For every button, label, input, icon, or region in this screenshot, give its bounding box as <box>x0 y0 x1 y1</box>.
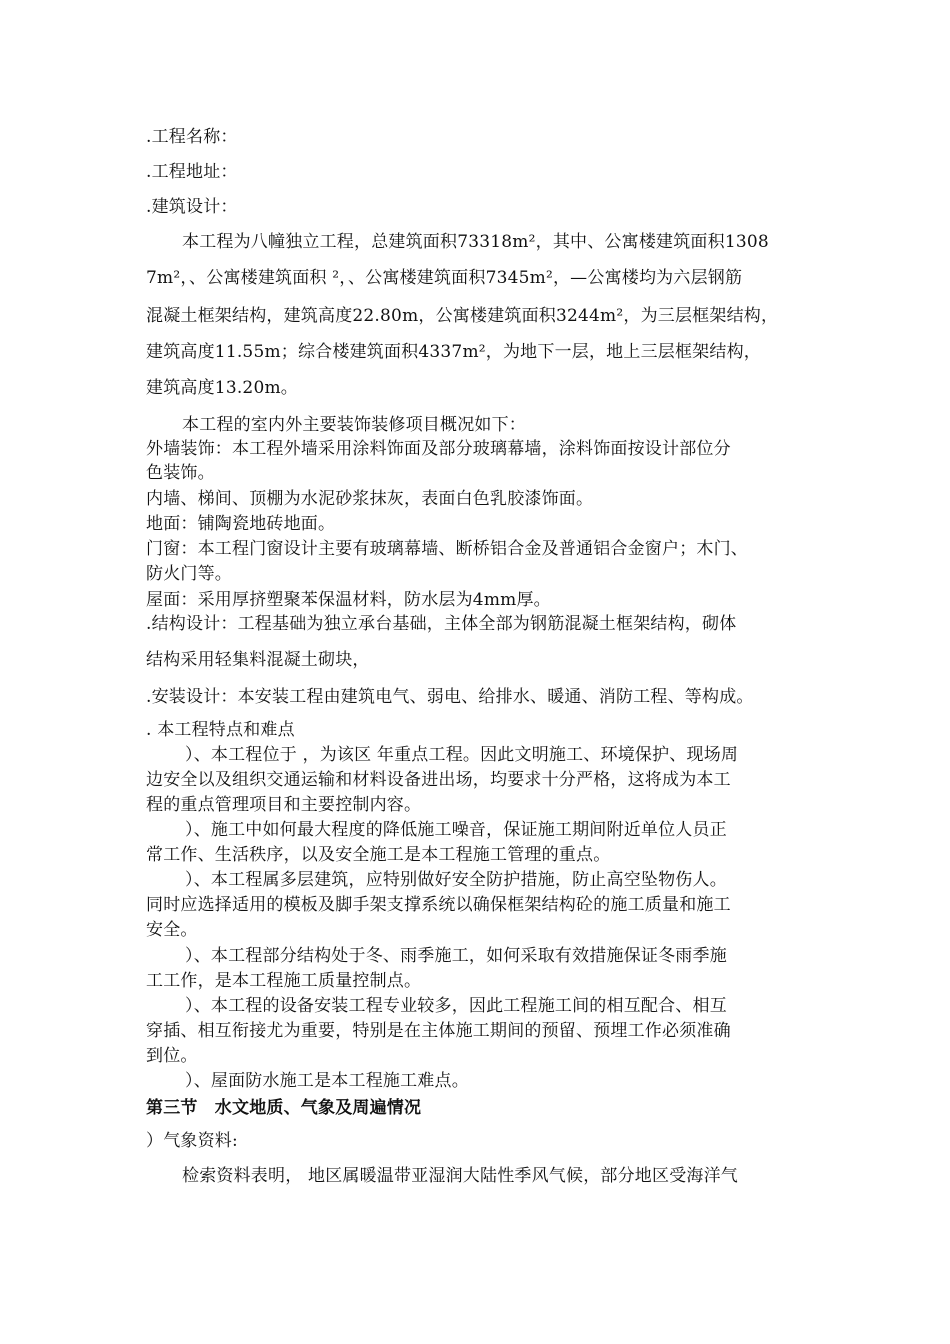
arch-design-line: .建筑设计： <box>146 197 238 217</box>
feature-2-line-1: ）、施工中如何最大程度的降低施工噪音，保证施工期间附近单位人员正 <box>185 820 727 840</box>
interior-line: 内墙、梯间、顶棚为水泥砂浆抹灰，表面白色乳胶漆饰面。 <box>146 489 594 509</box>
exterior-line-1: 外墙装饰：本工程外墙采用涂料饰面及部分玻璃幕墙，涂料饰面按设计部位分 <box>146 439 731 459</box>
climate-line-1: 检索资料表明， 地区属暖温带亚湿润大陆性季风气候，部分地区受海洋气 <box>182 1166 739 1186</box>
overview-line-4: 建筑高度11.55m；综合楼建筑面积4337m²，为地下一层，地上三层框架结构， <box>146 342 761 362</box>
feature-4-line-2: 工工作，是本工程施工质量控制点。 <box>146 971 422 991</box>
feature-1-line-1: ）、本工程位于 ，为该区 年重点工程。因此文明施工、环境保护、现场周 <box>185 745 739 765</box>
floor-line: 地面：铺陶瓷地砖地面。 <box>146 514 336 534</box>
climate-title: ）气象资料: <box>146 1131 238 1151</box>
feature-3-line-2: 同时应选择适用的模板及脚手架支撑系统以确保框架结构砼的施工质量和施工 <box>146 895 731 915</box>
feature-5-line-1: ）、本工程的设备安装工程专业较多，因此工程施工间的相互配合、相互 <box>185 996 727 1016</box>
project-address-line: .工程地址： <box>146 162 238 182</box>
structure-line-2: 结构采用轻集料混凝土砌块， <box>146 650 370 670</box>
feature-3-line-3: 安全。 <box>146 920 198 940</box>
feature-5-line-3: 到位。 <box>146 1046 198 1066</box>
feature-4-line-1: ）、本工程部分结构处于冬、雨季施工，如何采取有效措施保证冬雨季施 <box>185 946 727 966</box>
overview-line-5: 建筑高度13.20m。 <box>146 378 298 398</box>
section-3-heading: 第三节 水文地质、气象及周遍情况 <box>146 1098 422 1118</box>
feature-3-line-1: ）、本工程属多层建筑，应特别做好安全防护措施，防止高空坠物伤人。 <box>185 870 727 890</box>
overview-line-3: 混凝土框架结构，建筑高度22.80m，公寓楼建筑面积3244m²，为三层框架结构， <box>146 306 779 326</box>
structure-line-1: .结构设计：工程基础为独立承台基础，主体全部为钢筋混凝土框架结构，砌体 <box>146 614 737 634</box>
feature-6-line-1: ）、屋面防水施工是本工程施工难点。 <box>185 1071 469 1091</box>
overview-line-2: 7m²，、公寓楼建筑面积 ²，、公寓楼建筑面积7345m²，—公寓楼均为六层钢筋 <box>146 268 743 288</box>
feature-1-line-3: 程的重点管理项目和主要控制内容。 <box>146 795 422 815</box>
decoration-intro: 本工程的室内外主要装饰装修项目概况如下： <box>182 415 526 435</box>
project-name-line: .工程名称： <box>146 127 238 147</box>
feature-5-line-2: 穿插、相互衔接尤为重要，特别是在主体施工期间的预留、预埋工作必须准确 <box>146 1021 731 1041</box>
doors-line-2: 防火门等。 <box>146 564 232 584</box>
doors-line-1: 门窗：本工程门窗设计主要有玻璃幕墙、断桥铝合金及普通铝合金窗户；木门、 <box>146 539 748 559</box>
exterior-line-2: 色装饰。 <box>146 463 215 483</box>
roof-line: 屋面：采用厚挤塑聚苯保温材料，防水层为4mm厚。 <box>146 590 551 610</box>
features-title: . 本工程特点和难点 <box>146 720 295 740</box>
feature-1-line-2: 边安全以及组织交通运输和材料设备进出场，均要求十分严格，这将成为本工 <box>146 770 731 790</box>
feature-2-line-2: 常工作、生活秩序，以及安全施工是本工程施工管理的重点。 <box>146 845 611 865</box>
install-line: .安装设计：本安装工程由建筑电气、弱电、给排水、暖通、消防工程、等构成。 <box>146 687 754 707</box>
overview-line-1: 本工程为八幢独立工程，总建筑面积73318m²，其中、公寓楼建筑面积1308 <box>182 232 769 252</box>
